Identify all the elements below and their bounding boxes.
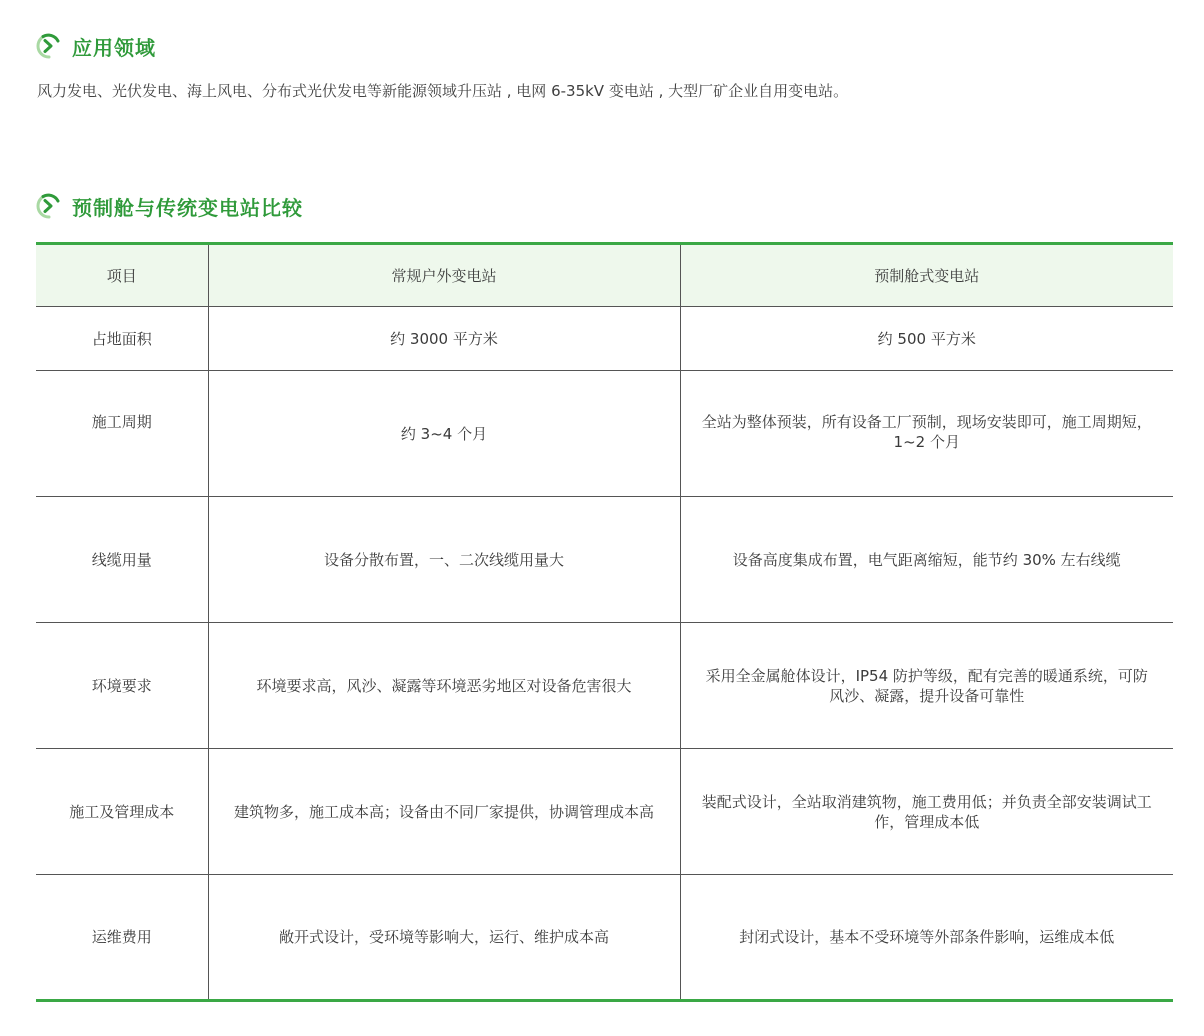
header-conventional: 常规户外变电站 xyxy=(208,244,680,307)
comparison-table xyxy=(36,242,1173,1002)
chevron-circle-icon xyxy=(34,192,62,220)
cell-prefab: 封闭式设计，基本不受环境等外部条件影响，运维成本低 xyxy=(680,875,1173,1001)
chevron-circle-icon xyxy=(34,32,62,60)
header-prefab: 预制舱式变电站 xyxy=(680,244,1173,307)
cell-conventional: 约 3000 平方米 xyxy=(208,307,680,371)
section-title: 应用领域 xyxy=(72,35,156,60)
section-title: 预制舱与传统变电站比较 xyxy=(72,195,303,220)
cell-prefab: 设备高度集成布置，电气距离缩短，能节约 30% 左右线缆 xyxy=(680,497,1173,623)
header-item: 项目 xyxy=(36,244,208,307)
table-header-row xyxy=(36,244,1173,307)
table-row xyxy=(36,875,1173,1001)
cell-item: 环境要求 xyxy=(36,623,208,749)
cell-item: 施工周期 xyxy=(36,371,208,497)
section-heading-application xyxy=(34,31,156,61)
cell-prefab: 全站为整体预装，所有设备工厂预制，现场安装即可，施工周期短，1~2 个月 xyxy=(680,371,1173,497)
cell-item: 施工及管理成本 xyxy=(36,749,208,875)
table-row xyxy=(36,497,1173,623)
table-row xyxy=(36,749,1173,875)
cell-item: 运维费用 xyxy=(91,928,152,946)
table-row xyxy=(36,623,1173,749)
cell-prefab: 约 500 平方米 xyxy=(680,307,1173,371)
cell-prefab: 装配式设计，全站取消建筑物，施工费用低；并负责全部安装调试工作，管理成本低 xyxy=(680,749,1173,875)
table-row xyxy=(36,307,1173,371)
cell-conventional: 建筑物多，施工成本高；设备由不同厂家提供，协调管理成本高 xyxy=(208,749,680,875)
cell-item: 占地面积 xyxy=(36,307,208,371)
cell-conventional: 敞开式设计，受环境等影响大，运行、维护成本高 xyxy=(208,875,680,1001)
table-row xyxy=(36,371,1173,497)
section-heading-comparison xyxy=(34,191,303,221)
cell-item: 线缆用量 xyxy=(36,497,208,623)
cell-prefab: 采用全金属舱体设计，IP54 防护等级，配有完善的暖通系统，可防风沙、凝露，提升设备可靠性 xyxy=(680,623,1173,749)
cell-conventional: 约 3~4 个月 xyxy=(208,371,680,497)
cell-conventional: 设备分散布置，一、二次线缆用量大 xyxy=(208,497,680,623)
application-description: 风力发电、光伏发电、海上风电、分布式光伏发电等新能源领域升压站 , 电网 6-35kV 变电站 , 大型厂矿企业自用变电站。 xyxy=(37,82,849,100)
cell-conventional: 环境要求高，风沙、凝露等环境恶劣地区对设备危害很大 xyxy=(208,623,680,749)
